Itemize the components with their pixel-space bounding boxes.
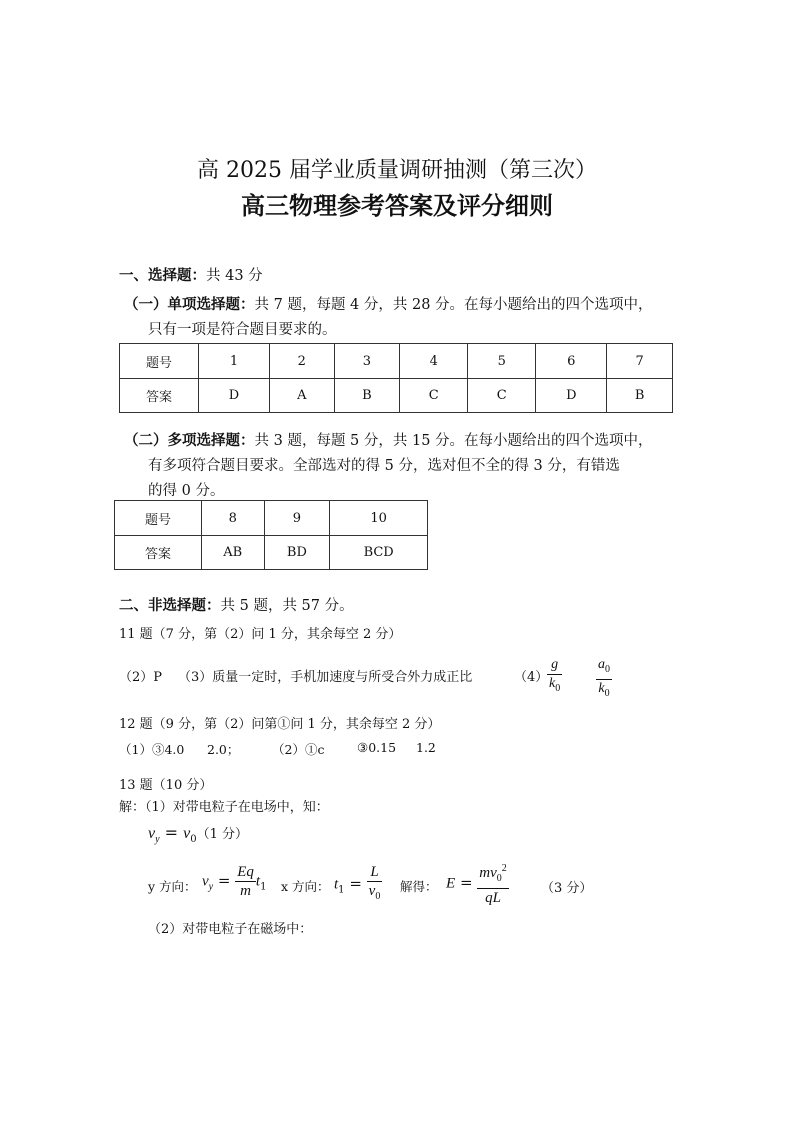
multi-choice-heading: （二）多项选择题： [124,433,255,449]
row-label-answer: 答案 [120,379,199,413]
answer-cell: B [334,379,400,413]
multi-choice-text-1: 共 3 题，每题 5 分，共 15 分。在每小题给出的四个选项中， [254,433,653,449]
question-number: 3 [334,344,400,379]
q13-part2-intro: （2）对带电粒子在磁场中： [148,922,313,937]
symbol: t [255,873,261,890]
q11-fraction-1 [547,656,562,698]
fraction-numerator: mv [479,865,497,881]
part1-heading-label: 一、选择题： [119,268,206,284]
subscript: 0 [555,682,561,694]
fraction-numerator: L [367,863,383,882]
q12-answer-2: （2）①c [272,742,325,757]
equals-sign: = [159,823,184,842]
q11-fraction-2 [596,656,612,703]
symbol: v [148,825,156,842]
answer-cell: B [607,379,673,413]
q12-heading: 12 题（9 分，第（2）问第①问 1 分，其余每空 2 分） [119,717,441,732]
answer-cell: BCD [330,536,428,570]
question-number: 5 [468,344,536,379]
exam-subtitle: 高三物理参考答案及评分细则 [241,192,553,220]
subscript: 0 [375,891,381,902]
x-direction-label: x 方向： [281,879,330,894]
row-label-question: 题号 [115,501,202,536]
subscript: 0 [604,687,610,699]
answer-cell: AB [202,536,265,570]
part2-heading [119,594,354,615]
solve-label: 解得： [400,879,438,894]
symbol: E [446,875,456,892]
q12-answer-1b: 2.0； [207,742,240,757]
symbol: v [183,825,191,842]
multi-choice-intro [124,429,653,450]
q12-answer-3b: 1.2 [416,740,436,755]
answer-cell: D [536,379,607,413]
fraction-numerator: g [547,656,562,675]
question-number: 1 [199,344,270,379]
q12-answer-1: （1）③4.0 [119,742,185,757]
answer-cell: BD [264,536,330,570]
y-direction-label: y 方向： [148,879,197,894]
q11-heading: 11 题（7 分，第（2）问 1 分，其余每空 2 分） [119,627,402,642]
row-label-question: 题号 [120,344,199,379]
answer-cell: C [468,379,536,413]
table-row [120,379,673,413]
answer-cell: D [199,379,270,413]
part2-heading-score: 共 5 题，共 57 分。 [220,598,354,614]
symbol: v [202,873,209,890]
subscript: y [155,834,160,846]
subscript: 1 [260,881,267,893]
exam-title: 高 2025 届学业质量调研抽测（第三次） [197,158,597,183]
single-choice-text-1: 共 7 题，每题 4 分，共 28 分。在每小题给出的四个选项中， [254,297,653,313]
question-number: 6 [536,344,607,379]
question-number: 4 [400,344,468,379]
single-choice-text-2: 只有一项是符合题目要求的。 [148,322,337,338]
row-label-answer: 答案 [115,536,202,570]
multi-choice-table [114,500,428,570]
fraction-numerator: a [598,657,605,672]
fraction-denominator: k [549,676,556,691]
part1-heading [119,264,263,285]
subscript: y [208,881,214,893]
q13-intro: 解：（1）对带电粒子在电场中，知： [119,800,329,815]
subscript: 0 [605,663,610,675]
single-choice-table [119,343,673,413]
fraction-denominator: k [598,680,605,696]
q11-answer-4-label: （4） [514,670,549,685]
q13-equation-x: $t_1$ = $\frac{L}{v_0}$ [334,864,381,902]
table-row [120,344,673,379]
multi-choice-text-3: 的得 0 分。 [148,483,225,499]
q11-answer-2: （2）P [119,670,163,685]
answer-cell: C [400,379,468,413]
q13-equation-y: $v_y$ = $\frac{Eq}{m}$ $t_1$ [202,864,267,899]
q13-equation-result: E = $\frac{mv_0^2}{qL}$ [446,860,509,907]
q13-score-note: （3 分） [541,881,593,896]
question-number: 8 [202,501,265,536]
answer-cell: A [270,379,335,413]
score-note: （1 分） [196,827,249,842]
fraction-numerator: Eq [237,864,254,880]
q11-answer-3: （3）质量一定时，手机加速度与所受合外力成正比 [178,670,473,685]
q13-equation-1 [148,823,248,845]
question-number: 9 [264,501,330,536]
question-number: 10 [330,501,428,536]
subscript: 0 [496,873,502,884]
symbol: t [334,876,339,893]
q12-answer-3: ③0.15 [357,740,397,755]
superscript: 2 [501,863,507,874]
part1-heading-score: 共 43 分 [206,268,263,284]
fraction-denominator: m [240,883,251,899]
table-row [115,536,428,570]
subscript: 1 [338,884,345,896]
question-number: 7 [607,344,673,379]
question-number: 2 [270,344,335,379]
single-choice-heading: （一）单项选择题： [124,297,255,313]
fraction-denominator: v [368,883,376,899]
fraction-denominator: qL [485,890,501,906]
subscript: 0 [190,834,197,846]
part2-heading-label: 二、非选择题： [119,598,221,614]
q13-heading: 13 题（10 分） [119,778,213,793]
table-row [115,501,428,536]
multi-choice-text-2: 有多项符合题目要求。全部选对的得 5 分，选对但不全的得 3 分，有错选 [148,458,620,474]
single-choice-intro [124,293,653,314]
